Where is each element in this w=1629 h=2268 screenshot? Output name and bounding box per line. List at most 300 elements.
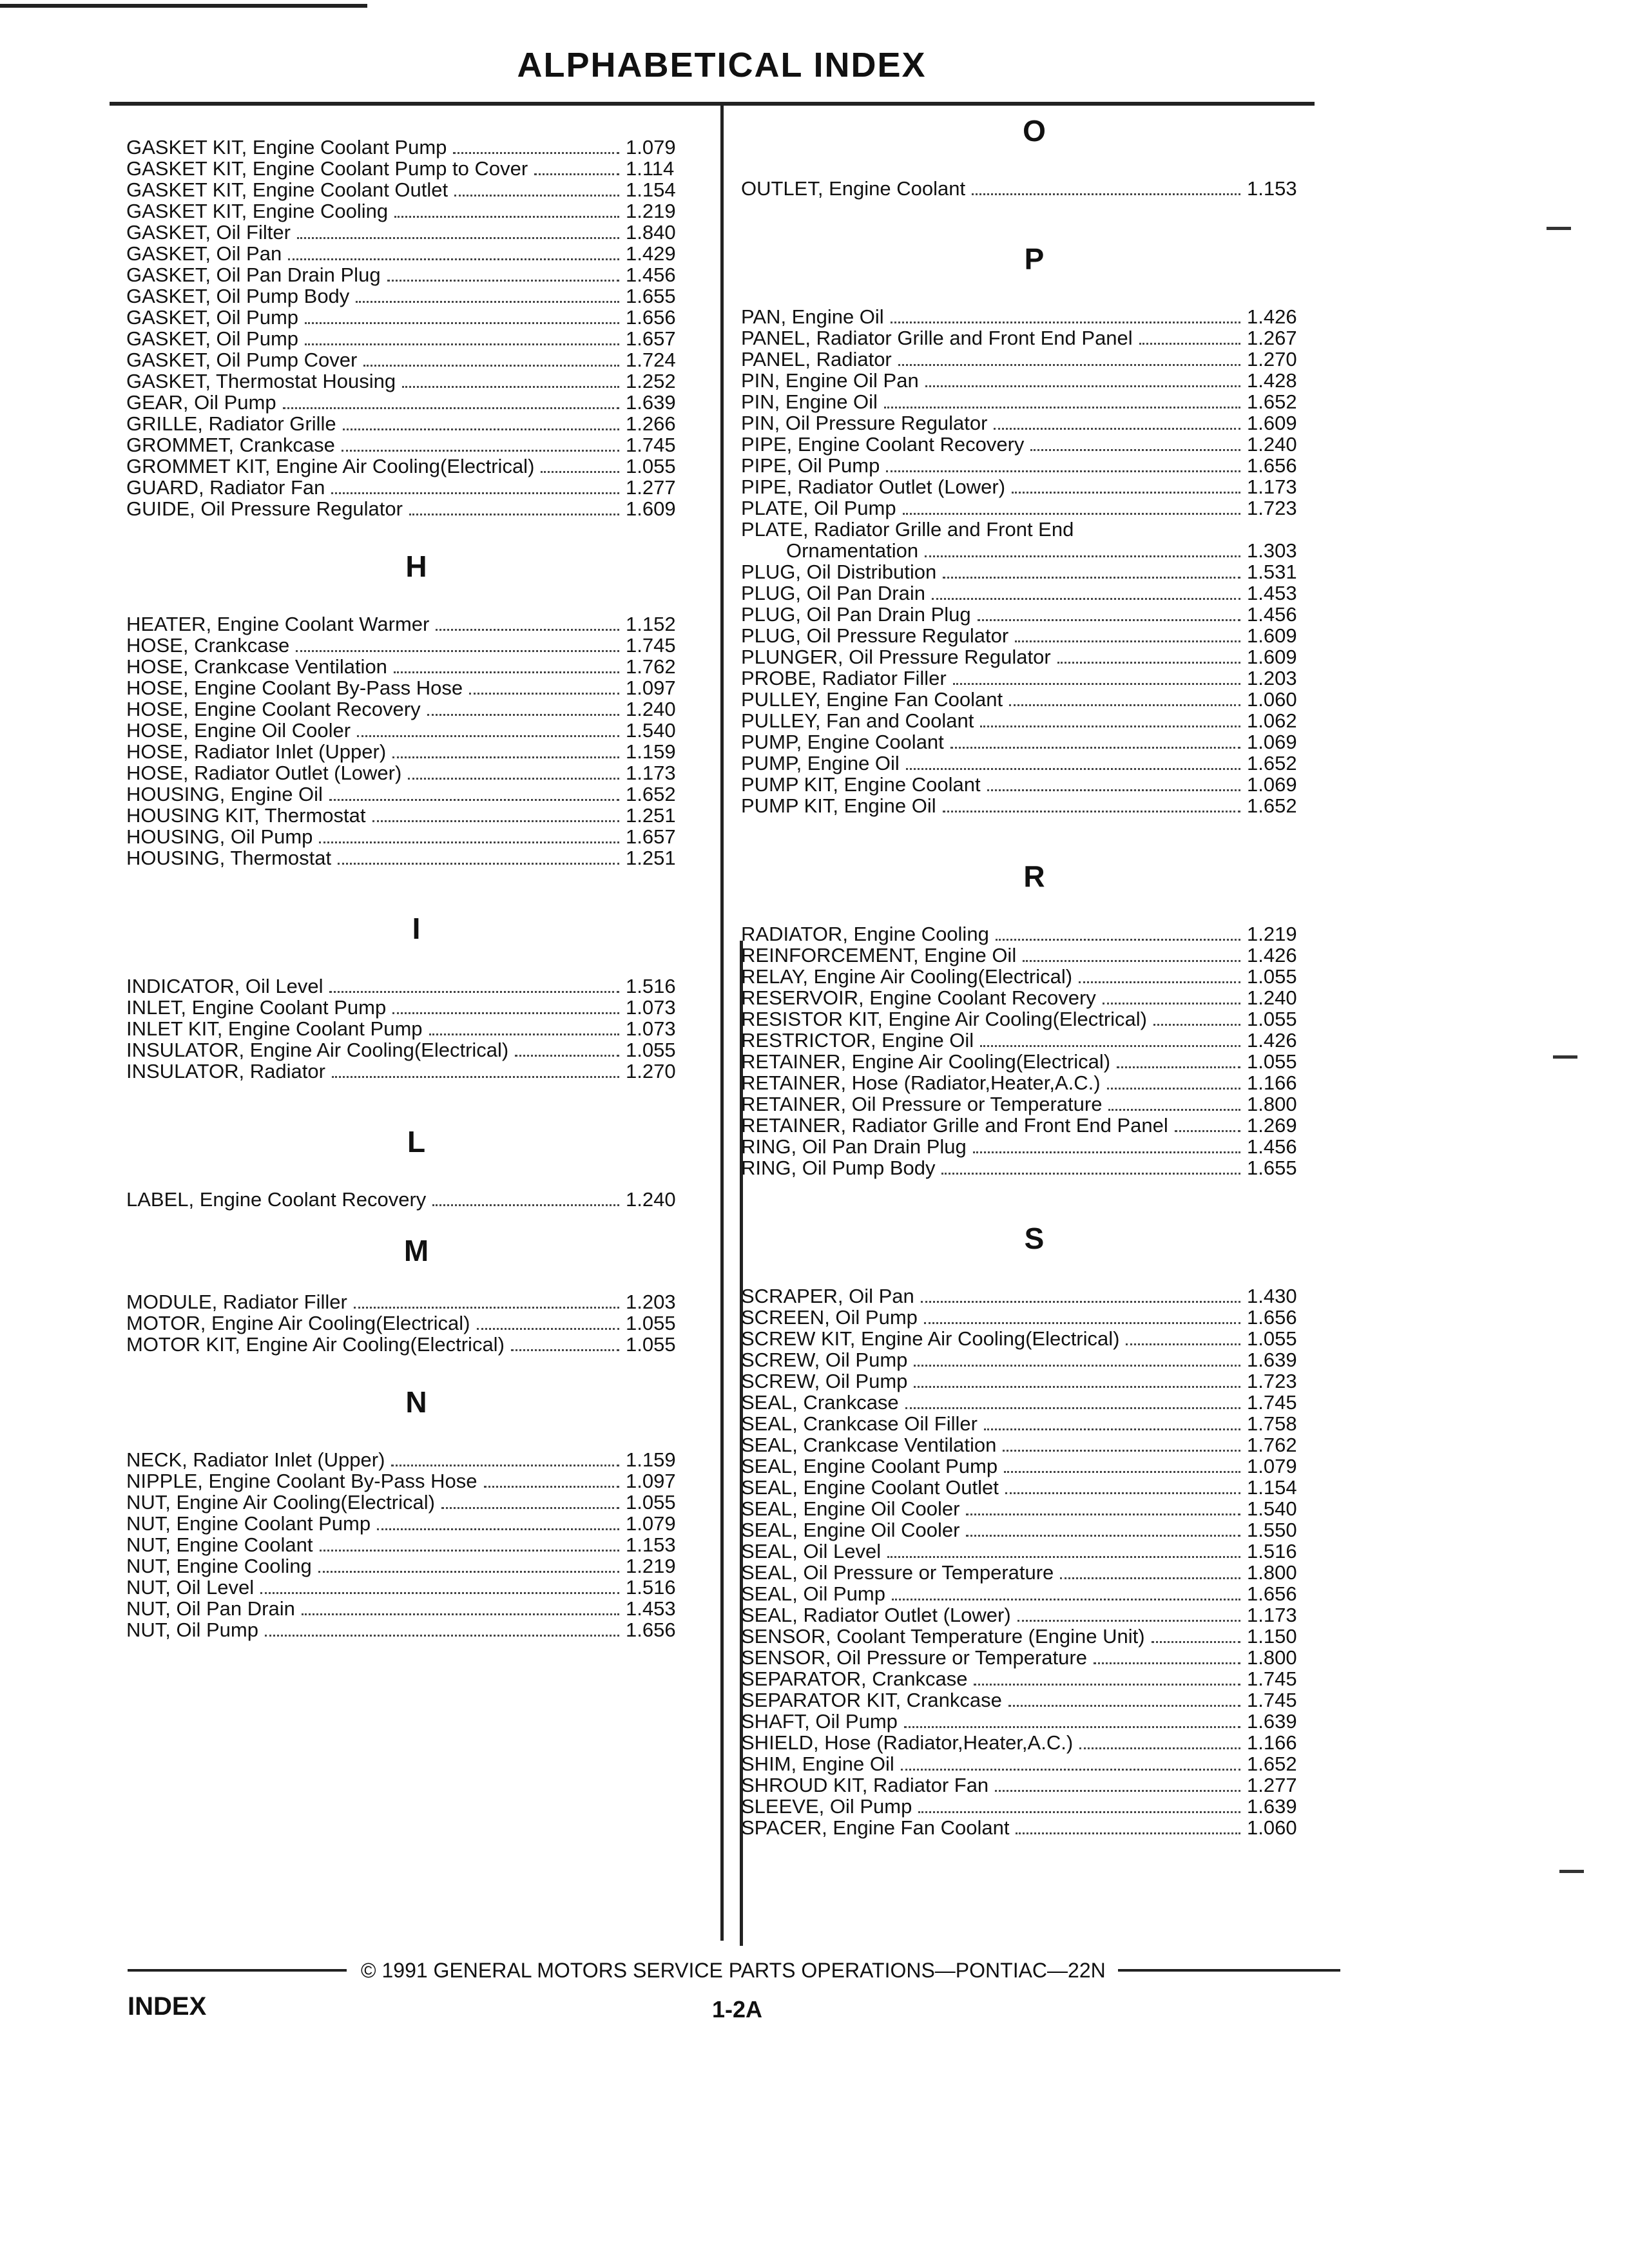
dot-leader [1108,1109,1240,1111]
dot-leader [1008,1705,1240,1707]
entry-page-ref: 1.657 [626,327,676,350]
entry-page-ref: 1.303 [1247,539,1297,562]
entry-page-ref: 1.428 [1247,369,1297,392]
index-entry [126,847,706,869]
entry-page-ref: 1.055 [1247,965,1297,988]
dot-leader [1079,981,1240,983]
entry-label: RESTRICTOR, Engine Oil [741,1029,974,1052]
footer-section-label: INDEX [128,1992,207,2021]
section-letter: N [405,1385,427,1419]
entry-page-ref: 1.652 [1247,390,1297,413]
spacer [126,1423,706,1449]
entry-page-ref: 1.745 [626,634,676,657]
entry-page-ref: 1.240 [1247,433,1297,456]
entry-page-ref: 1.097 [626,1470,676,1492]
spacer [126,950,706,975]
dot-leader [283,407,619,409]
entry-page-ref: 1.800 [1247,1093,1297,1115]
entry-label: GASKET, Oil Filter [126,221,291,244]
index-entry [126,1492,706,1513]
entry-page-ref: 1.456 [626,264,676,286]
spacer [741,199,1327,238]
index-entry [741,1136,1327,1157]
entry-page-ref: 1.426 [1247,305,1297,328]
index-entry [126,264,706,285]
entry-page-ref: 1.655 [626,285,676,307]
index-entry [741,412,1327,434]
spacer [126,588,706,613]
dot-leader [1004,1471,1240,1473]
entry-label: PIPE, Radiator Outlet (Lower) [741,476,1006,498]
dot-leader [392,756,619,758]
dot-leader [394,671,619,673]
dot-leader [477,1328,620,1330]
dot-leader [1012,492,1240,494]
dot-leader [331,492,619,494]
entry-page-ref: 1.266 [626,412,676,435]
entry-page-ref: 1.270 [1247,348,1297,370]
entry-page-ref: 1.516 [1247,1540,1297,1562]
entry-label: RADIATOR, Engine Cooling [741,923,989,945]
dot-leader [974,1684,1240,1686]
entry-label: PULLEY, Engine Fan Coolant [741,688,1003,711]
entry-page-ref: 1.840 [626,221,676,244]
dot-leader [972,193,1240,195]
entry-label: HOUSING, Engine Oil [126,783,323,805]
index-entry [126,498,706,519]
index-entry [741,1774,1327,1796]
entry-label: HEATER, Engine Coolant Warmer [126,613,430,635]
index-entry [741,1392,1327,1413]
page-title: ALPHABETICAL INDEX [517,46,927,84]
entry-page-ref: 1.800 [1247,1646,1297,1669]
entry-label: NUT, Engine Cooling [126,1555,312,1577]
dot-leader [1153,1024,1240,1026]
dot-leader [980,1045,1240,1047]
section-letter: S [1024,1222,1045,1255]
spacer [741,152,1327,178]
dot-leader [950,747,1240,749]
dot-leader [1094,1662,1240,1664]
index-entry [741,1541,1327,1562]
dot-leader [453,152,619,154]
entry-page-ref: 1.277 [1247,1774,1297,1796]
entry-page-ref: 1.251 [626,804,676,827]
entry-label: GASKET, Thermostat Housing [126,370,396,392]
index-entry [741,1370,1327,1392]
entry-label: GASKET, Oil Pump [126,327,299,350]
dot-leader [454,195,619,197]
dot-leader [408,778,619,780]
entry-label: GASKET KIT, Engine Cooling [126,200,389,222]
entry-page-ref: 1.060 [1247,1816,1297,1839]
dot-leader [534,173,619,175]
entry-page-ref: 1.060 [1247,688,1297,711]
index-entry [741,1434,1327,1456]
dot-leader [978,619,1240,621]
index-entry [741,1519,1327,1541]
dot-leader [932,598,1240,600]
index-entry [126,1513,706,1534]
entry-page-ref: 1.097 [626,677,676,699]
index-entry [741,625,1327,646]
entry-label: SCREEN, Oil Pump [741,1306,918,1329]
index-entry [741,646,1327,668]
entry-label: Ornamentation [786,539,919,562]
entry-page-ref: 1.062 [1247,709,1297,732]
entry-label: HOSE, Engine Oil Cooler [126,719,351,742]
index-entry [741,1817,1327,1838]
dot-leader [918,1811,1240,1813]
spacer [126,869,706,907]
dot-leader [387,280,619,282]
entry-label: GROMMET, Crankcase [126,434,335,456]
index-entry [741,1115,1327,1136]
dot-leader [541,471,619,473]
entry-label: HOUSING, Oil Pump [126,825,313,848]
entry-page-ref: 1.069 [1247,773,1297,796]
entry-label: RETAINER, Radiator Grille and Front End Panel [741,1114,1168,1137]
entry-label: SHIM, Engine Oil [741,1753,894,1775]
entry-label: GRILLE, Radiator Grille [126,412,336,435]
index-entry [741,476,1327,497]
dot-leader [924,1322,1240,1324]
index-entry [741,795,1327,816]
section-letter: M [403,1234,429,1267]
index-entry [741,604,1327,625]
index-entry [741,178,1327,199]
entry-page-ref: 1.219 [626,200,676,222]
dot-leader [318,1571,619,1573]
entry-page-ref: 1.652 [626,783,676,805]
dot-leader [511,1349,619,1351]
entry-label: PLUNGER, Oil Pressure Regulator [741,646,1051,668]
index-entry [741,1626,1327,1647]
entry-label: NUT, Oil Pan Drain [126,1597,295,1620]
entry-page-ref: 1.154 [1247,1476,1297,1499]
dot-leader [884,407,1240,408]
index-entry [126,243,706,264]
dot-leader [994,428,1240,430]
index-entry [741,774,1327,795]
dot-leader [887,1556,1240,1558]
entry-label: RESISTOR KIT, Engine Air Cooling(Electrical) [741,1008,1147,1030]
entry-page-ref: 1.656 [1247,1582,1297,1605]
index-entry [741,1604,1327,1626]
entry-label: GUIDE, Oil Pressure Regulator [126,497,403,520]
entry-page-ref: 1.269 [1247,1114,1297,1137]
dot-leader [973,1151,1240,1153]
dot-leader [886,470,1240,472]
index-entry [741,1328,1327,1349]
index-entry [741,1562,1327,1583]
entry-label: PLATE, Radiator Grille and Front End [741,518,1074,541]
index-entry [126,783,706,805]
spacer [126,1210,706,1229]
index-entry [126,179,706,200]
footer-rule-left [128,1969,347,1972]
dot-leader [296,650,619,652]
entry-label: SEAL, Crankcase Ventilation [741,1434,997,1456]
entry-page-ref: 1.055 [1247,1050,1297,1073]
entry-label: RETAINER, Hose (Radiator,Heater,A.C.) [741,1072,1101,1094]
entry-page-ref: 1.153 [1247,177,1297,200]
entry-label: GROMMET KIT, Engine Air Cooling(Electrical) [126,455,535,477]
spacer [741,280,1327,306]
dot-leader [891,322,1240,323]
entry-label: SEPARATOR, Crankcase [741,1667,968,1690]
dot-leader [1015,640,1240,642]
dot-leader [925,385,1240,387]
entry-page-ref: 1.456 [1247,603,1297,626]
dot-leader [402,386,619,388]
index-entry [126,456,706,477]
dot-leader [391,1465,619,1466]
index-entry [126,392,706,413]
entry-label: GASKET KIT, Engine Coolant Outlet [126,178,448,201]
index-entry [126,975,706,997]
entry-page-ref: 1.655 [1247,1157,1297,1179]
section-letter: P [1024,242,1045,276]
entry-page-ref: 1.055 [626,1039,676,1061]
dot-leader [980,726,1240,727]
dot-leader [356,301,619,303]
entry-page-ref: 1.456 [1247,1135,1297,1158]
entry-label: SEAL, Crankcase Oil Filler [741,1412,978,1435]
entry-label: MOTOR, Engine Air Cooling(Electrical) [126,1312,470,1334]
spacer [126,1355,706,1381]
entry-label: INDICATOR, Oil Level [126,975,323,997]
index-entry [741,349,1327,370]
dot-leader [297,237,619,239]
index-entry [126,698,706,720]
entry-page-ref: 1.656 [1247,454,1297,477]
entry-label: PAN, Engine Oil [741,305,884,328]
entry-label: HOUSING, Thermostat [126,847,332,869]
dot-leader [1139,343,1240,345]
entry-page-ref: 1.656 [626,1619,676,1641]
index-entry [741,1030,1327,1051]
entry-page-ref: 1.800 [1247,1561,1297,1584]
dot-leader [319,841,619,843]
entry-page-ref: 1.516 [626,975,676,997]
index-entry [741,1477,1327,1498]
index-entry [126,656,706,677]
entry-page-ref: 1.270 [626,1060,676,1082]
entry-page-ref: 1.639 [1247,1795,1297,1818]
dot-leader [432,1204,619,1206]
entry-label: PIPE, Engine Coolant Recovery [741,433,1025,456]
entry-label: MODULE, Radiator Filler [126,1291,347,1313]
index-entry [126,1470,706,1492]
dot-leader [1103,1003,1240,1004]
dot-leader [966,1535,1240,1537]
entry-label: PULLEY, Fan and Coolant [741,709,974,732]
entry-label: SPACER, Engine Fan Coolant [741,1816,1010,1839]
index-entry [126,741,706,762]
entry-page-ref: 1.540 [626,719,676,742]
footer-copyright: © 1991 GENERAL MOTORS SERVICE PARTS OPERATIONS—PONTIAC—22N [361,1959,1106,1982]
index-entry [741,370,1327,391]
section-letter: I [412,912,421,945]
entry-label: HOSE, Radiator Inlet (Upper) [126,740,387,763]
index-entry [126,1598,706,1619]
dot-leader [1017,1620,1240,1622]
index-entry [741,455,1327,476]
entry-label: INSULATOR, Engine Air Cooling(Electrical) [126,1039,509,1061]
index-entry [741,731,1327,753]
entry-label: PLUG, Oil Pressure Regulator [741,624,1009,647]
index-entry-heading [741,519,1327,540]
entry-label: SENSOR, Coolant Temperature (Engine Unit) [741,1625,1145,1648]
entry-label: SENSOR, Oil Pressure or Temperature [741,1646,1087,1669]
entry-page-ref: 1.240 [626,698,676,720]
index-entry [126,677,706,698]
index-entry [741,1753,1327,1774]
index-entry [126,434,706,456]
entry-label: SHROUD KIT, Radiator Fan [741,1774,989,1796]
entry-page-ref: 1.430 [1247,1285,1297,1307]
dot-leader [1060,1577,1240,1579]
entry-page-ref: 1.639 [1247,1710,1297,1733]
entry-label: GEAR, Oil Pump [126,391,276,414]
entry-page-ref: 1.173 [626,762,676,784]
entry-page-ref: 1.267 [1247,327,1297,349]
dot-leader [941,1173,1240,1175]
entry-page-ref: 1.159 [626,740,676,763]
entry-page-ref: 1.453 [626,1597,676,1620]
dot-leader [943,811,1240,812]
dot-leader [302,1613,619,1615]
entry-label: PLATE, Oil Pump [741,497,896,519]
entry-page-ref: 1.639 [626,391,676,414]
dot-leader [987,789,1240,791]
entry-page-ref: 1.055 [626,1312,676,1334]
entry-page-ref: 1.114 [626,157,675,180]
entry-label: PUMP, Engine Coolant [741,731,944,753]
index-entry [126,1039,706,1061]
spacer [741,898,1327,923]
entry-label: HOSE, Crankcase Ventilation [126,655,387,678]
entry-page-ref: 1.159 [626,1448,676,1471]
spacer [126,1082,706,1120]
entry-label: RETAINER, Oil Pressure or Temperature [741,1093,1103,1115]
dot-leader [1126,1343,1240,1345]
dot-leader [377,1528,619,1530]
entry-page-ref: 1.745 [1247,1689,1297,1711]
entry-label: NUT, Engine Air Cooling(Electrical) [126,1491,435,1514]
entry-label: SHAFT, Oil Pump [741,1710,898,1733]
index-entry [741,1711,1327,1732]
entry-page-ref: 1.609 [1247,412,1297,434]
spacer [126,1272,706,1291]
entry-page-ref: 1.516 [626,1576,676,1599]
dot-leader [901,1769,1240,1771]
entry-page-ref: 1.429 [626,242,676,265]
entry-label: SEAL, Oil Pressure or Temperature [741,1561,1054,1584]
index-entry [741,1456,1327,1477]
dot-leader [1079,1747,1240,1749]
dot-leader [354,1307,619,1309]
section-letter: O [1023,114,1046,148]
dot-leader [1057,662,1240,664]
entry-label: PUMP KIT, Engine Coolant [741,773,981,796]
section-letter: H [405,550,427,583]
index-entry [126,200,706,222]
index-entry [126,1291,706,1312]
entry-label: GASKET, Oil Pan [126,242,282,265]
dot-leader [925,555,1240,557]
entry-label: GUARD, Radiator Fan [126,476,325,499]
index-entry [741,1008,1327,1030]
dot-leader [484,1486,620,1488]
entry-page-ref: 1.153 [626,1533,676,1556]
entry-page-ref: 1.657 [626,825,676,848]
index-entry [741,668,1327,689]
index-entry [741,497,1327,519]
index-entry [741,1051,1327,1072]
index-entry [741,1072,1327,1093]
index-entry [126,613,706,635]
entry-label: NIPPLE, Engine Coolant By-Pass Hose [126,1470,477,1492]
entry-page-ref: 1.173 [1247,1604,1297,1626]
index-entry [126,307,706,328]
entry-page-ref: 1.277 [626,476,676,499]
index-entry [126,1334,706,1355]
top-edge-rule [0,4,367,8]
dot-leader [966,1514,1240,1515]
dot-leader [903,513,1240,515]
index-entry [126,1189,706,1210]
entry-label: HOSE, Engine Coolant By-Pass Hose [126,677,463,699]
entry-page-ref: 1.652 [1247,794,1297,817]
index-entry [126,1555,706,1577]
entry-page-ref: 1.639 [1247,1349,1297,1371]
dot-leader [1152,1641,1240,1643]
dot-leader [394,216,619,218]
index-entry [126,720,706,741]
spacer [741,1260,1327,1285]
entry-page-ref: 1.154 [626,178,676,201]
entry-label: NUT, Oil Level [126,1576,255,1599]
dot-leader [260,1592,619,1594]
entry-label: INSULATOR, Radiator [126,1060,325,1082]
entry-label: GASKET KIT, Engine Coolant Pump to Cover [126,157,528,180]
entry-label: SLEEVE, Oil Pump [741,1795,912,1818]
entry-page-ref: 1.453 [1247,582,1297,604]
entry-label: OUTLET, Engine Coolant [741,177,966,200]
index-entry [741,540,1327,561]
dot-leader [1005,1492,1240,1494]
entry-label: GASKET, Oil Pan Drain Plug [126,264,381,286]
dot-leader [469,693,619,695]
entry-label: PANEL, Radiator [741,348,892,370]
dot-leader [372,820,619,822]
dot-leader [329,991,619,993]
index-entry [741,1093,1327,1115]
entry-page-ref: 1.055 [626,1491,676,1514]
entry-page-ref: 1.540 [1247,1497,1297,1520]
index-entry [741,1349,1327,1370]
dot-leader [914,1386,1240,1388]
dot-leader [1107,1088,1240,1090]
dot-leader [288,258,619,260]
index-entry [126,1449,706,1470]
dot-leader [338,863,619,865]
index-entry [741,561,1327,582]
entry-label: GASKET, Oil Pump [126,306,299,329]
index-entry [126,370,706,392]
